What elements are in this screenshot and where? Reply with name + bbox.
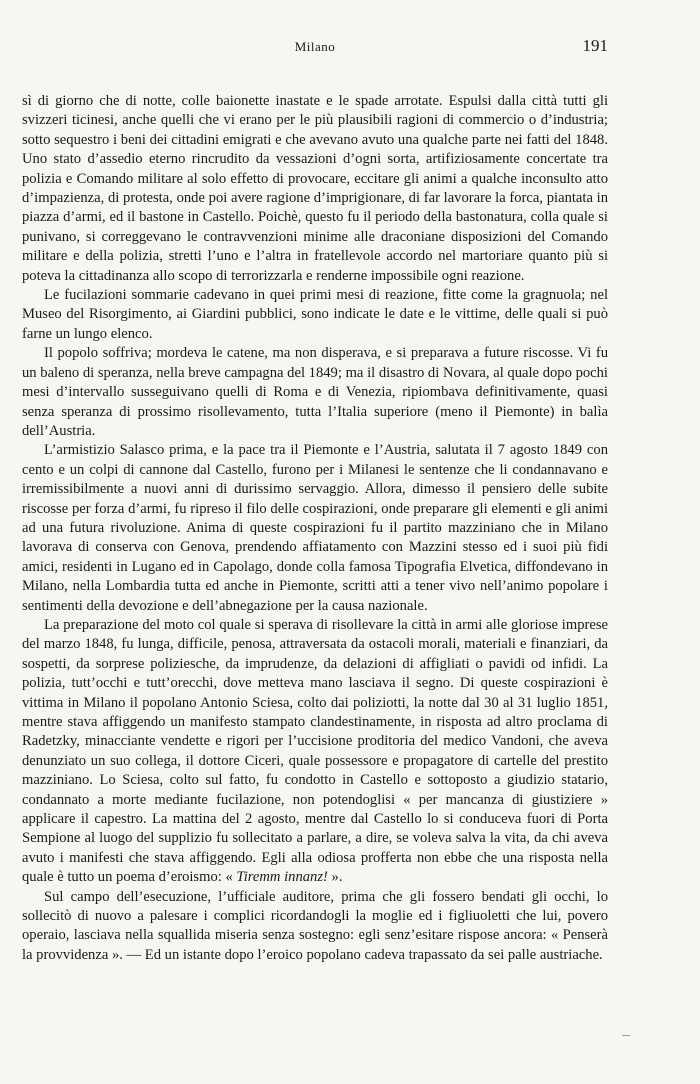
- margin-mark: [622, 1035, 630, 1036]
- paragraph-1: sì di giorno che di notte, colle baionette inastate e le spade arrotate. Espulsi dalla città tutti gli svizzeri ticinesi, anche quelli che vi erano per le più plausibili ragioni di commercio o d’industria; sotto sequestro i beni dei cittadini emigrati e che avevano avuto una qualche parte nei fatti del 1848. Uno stato d’assedio eterno rincrudito da vessazioni d’ogni sorta, artifiziosamente concertate tra polizia e Comando militare al solo effetto di provocare, eccitare gli animi a qualche inconsulto atto d’impazienza, di protesta, onde poi avere ragione d’imprigionare, di far lavorare la forca, piantata in piazza d’armi, ed il bastone in Castello. Poichè, questo fu il periodo della bastonatura, colla quale si punivano, si correggevano le contravvenzioni minime alle draconiane disposizioni del Comando militare e della polizia, stretti l’uno e l’altra in fratellevole accordo nel martoriare quanto più si poteva la cittadinanza allo scopo di terrorizzarla e renderne impossibile ogni reazione.: [22, 93, 608, 284]
- page-number: 191: [582, 36, 608, 55]
- paragraph-2: Le fucilazioni sommarie cadevano in quei primi mesi di reazione, fitte come la gragnuola; nel Museo del Risorgimento, ai Giardini pubblici, sono indicate le date e le vittime, delle quali si può farne un lungo elenco.: [22, 287, 608, 342]
- paragraph-3: Il popolo soffriva; mordeva le catene, ma non disperava, e si preparava a future riscosse. Vi fu un baleno di speranza, nella breve campagna del 1849; ma il disastro di Novara, al quale dopo pochi mesi d’intervallo susseguivano quelli di Roma e di Venezia, ripiombava definitivamente, quasi senza speranza di prossimo risollevamento, tutta l’Italia superiore (meno il Piemonte) in balìa dell’Austria.: [22, 345, 608, 439]
- quote-tiremm-innanz: Tiremm innanz!: [236, 869, 328, 886]
- running-title: Milano: [294, 39, 336, 54]
- paragraph-6: Sul campo dell’esecuzione, l’ufficiale auditore, prima che gli fossero bendati gli occhi, lo sollecitò di nuovo a palesare i complici ricordandogli la moglie ed i figliuoletti che lui, povero operaio, lasciava nella squallida miseria senza sostegno: egli senz’esitare rispose ancora: « Penserà la provvidenza ». — Ed un istante dopo l’eroico popolano cadeva trapassato da sei palle austriache.: [22, 888, 608, 963]
- paragraph-5-tail: ».: [327, 869, 343, 886]
- paragraph-5-text: La preparazione del moto col quale si sperava di risollevare la città in armi alle gloriose imprese del marzo 1848, fu lunga, difficile, penosa, attraversata da ostacoli morali, materiali e finanziari, da sospetti, da sorprese poliziesche, da imprudenze, da delazioni di affigliati o pavidi od infidi. La polizia, tutt’occhi e tutt’orecchi, dove metteva mano lasciava il segno. Di queste cospirazioni è vittima in Milano il popolano Antonio Sciesa, colto dai poliziotti, la notte dal 30 al 31 luglio 1851, mentre stava affiggendo un manifesto stampato clandestinamente, in risposta ad altro proclama di Radetzky, minacciante vendette e rigori per l’uccisione proditoria del medico Vandoni, che aveva denunziato un suo collega, il dottore Ciceri, quale possessore e propagatore di cartelle del prestito mazziniano. Lo Sciesa, colto sul fatto, fu condotto in Castello e sottoposto a giudizio statario, condannato a morte mediante fucilazione, non potendoglisi « per mancanza di giustiziere » applicare il capestro. La mattina del 2 agosto, mentre dal Castello lo si conduceva fuori di Porta Sempione al luogo del supplizio fu sollecitato a parlare, a dire, se voleva salva la vita, da chi aveva avuto i manifesti che stava affiggendo. Egli alla odiosa profferta non ebbe che una risposta nella quale è tutto un poema d’eroismo: «: [22, 616, 608, 886]
- paragraph-4: L’armistizio Salasco prima, e la pace tra il Piemonte e l’Austria, salutata il 7 agosto 1849 con cento e un colpi di cannone dal Castello, furono per i Milanesi le sentenze che li condannavano e irremissibilmente a nuovi anni di durissimo servaggio. Allora, dimesso il pensiero delle subite riscosse per forza d’armi, fu ripreso il filo delle cospirazioni, onde preparare gli elementi e gli animi ad una futura rivoluzione. Anima di queste cospirazioni fu il partito mazziniano che in Milano lavorava di conserva con Genova, prendendo affiatamento con Mazzini stesso ed i suoi più fidi amici, residenti in Lugano ed in Capolago, donde colla famosa Tipografia Elvetica, diffondevano in Milano, nella Lombardia tutta ed anche in Piemonte, scritti atti a tener vivo nell’animo popolare i sentimenti della devozione e dell’abnegazione per la causa nazionale.: [22, 442, 608, 614]
- paragraph-5: [22, 616, 608, 888]
- page-header: [22, 36, 608, 58]
- body-text: [22, 92, 608, 965]
